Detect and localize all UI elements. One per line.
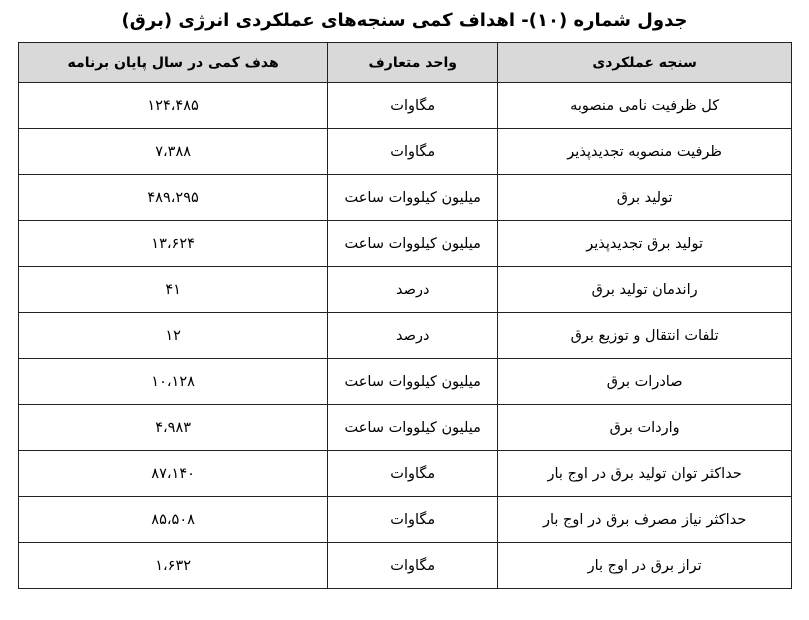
metric-cell: ظرفیت منصوبه تجدیدپذیر bbox=[498, 129, 792, 175]
header-metric: سنجه عملکردی bbox=[498, 43, 792, 83]
unit-cell: مگاوات bbox=[328, 129, 498, 175]
table-title: جدول شماره (۱۰)- اهداف کمی سنجه‌های عملکردی انرژی (برق) bbox=[121, 10, 688, 31]
target-cell: ۱،۶۳۲ bbox=[19, 543, 328, 589]
table-row bbox=[19, 267, 792, 313]
target-cell: ۷،۳۸۸ bbox=[19, 129, 328, 175]
header-target: هدف کمی در سال پایان برنامه bbox=[19, 43, 328, 83]
table-row bbox=[19, 83, 792, 129]
table-row bbox=[19, 175, 792, 221]
unit-cell: درصد bbox=[328, 267, 498, 313]
target-cell: ۴۸۹،۲۹۵ bbox=[19, 175, 328, 221]
table-row bbox=[19, 451, 792, 497]
energy-targets-table bbox=[18, 42, 792, 589]
metric-cell: حداکثر توان تولید برق در اوج بار bbox=[498, 451, 792, 497]
table-row bbox=[19, 129, 792, 175]
metric-cell: تولید برق تجدیدپذیر bbox=[498, 221, 792, 267]
target-cell: ۸۷،۱۴۰ bbox=[19, 451, 328, 497]
metric-cell: واردات برق bbox=[498, 405, 792, 451]
unit-cell: مگاوات bbox=[328, 83, 498, 129]
target-cell: ۴،۹۸۳ bbox=[19, 405, 328, 451]
table-header-row bbox=[19, 43, 792, 83]
metric-cell: راندمان تولید برق bbox=[498, 267, 792, 313]
target-cell: ۱۲۴،۴۸۵ bbox=[19, 83, 328, 129]
unit-cell: مگاوات bbox=[328, 497, 498, 543]
table-row bbox=[19, 543, 792, 589]
unit-cell: میلیون کیلووات ساعت bbox=[328, 175, 498, 221]
target-cell: ۴۱ bbox=[19, 267, 328, 313]
unit-cell: میلیون کیلووات ساعت bbox=[328, 405, 498, 451]
metric-cell: تراز برق در اوج بار bbox=[498, 543, 792, 589]
target-cell: ۱۲ bbox=[19, 313, 328, 359]
metric-cell: تلفات انتقال و توزیع برق bbox=[498, 313, 792, 359]
target-cell: ۸۵،۵۰۸ bbox=[19, 497, 328, 543]
metric-cell: کل ظرفیت نامی منصوبه bbox=[498, 83, 792, 129]
table-row bbox=[19, 405, 792, 451]
unit-cell: مگاوات bbox=[328, 451, 498, 497]
unit-cell: مگاوات bbox=[328, 543, 498, 589]
unit-cell: درصد bbox=[328, 313, 498, 359]
target-cell: ۱۳،۶۲۴ bbox=[19, 221, 328, 267]
target-cell: ۱۰،۱۲۸ bbox=[19, 359, 328, 405]
table-row bbox=[19, 497, 792, 543]
metric-cell: صادرات برق bbox=[498, 359, 792, 405]
unit-cell: میلیون کیلووات ساعت bbox=[328, 359, 498, 405]
metric-cell: حداکثر نیاز مصرف برق در اوج بار bbox=[498, 497, 792, 543]
table-row bbox=[19, 221, 792, 267]
table-row bbox=[19, 313, 792, 359]
header-unit: واحد متعارف bbox=[328, 43, 498, 83]
table-row bbox=[19, 359, 792, 405]
unit-cell: میلیون کیلووات ساعت bbox=[328, 221, 498, 267]
metric-cell: تولید برق bbox=[498, 175, 792, 221]
